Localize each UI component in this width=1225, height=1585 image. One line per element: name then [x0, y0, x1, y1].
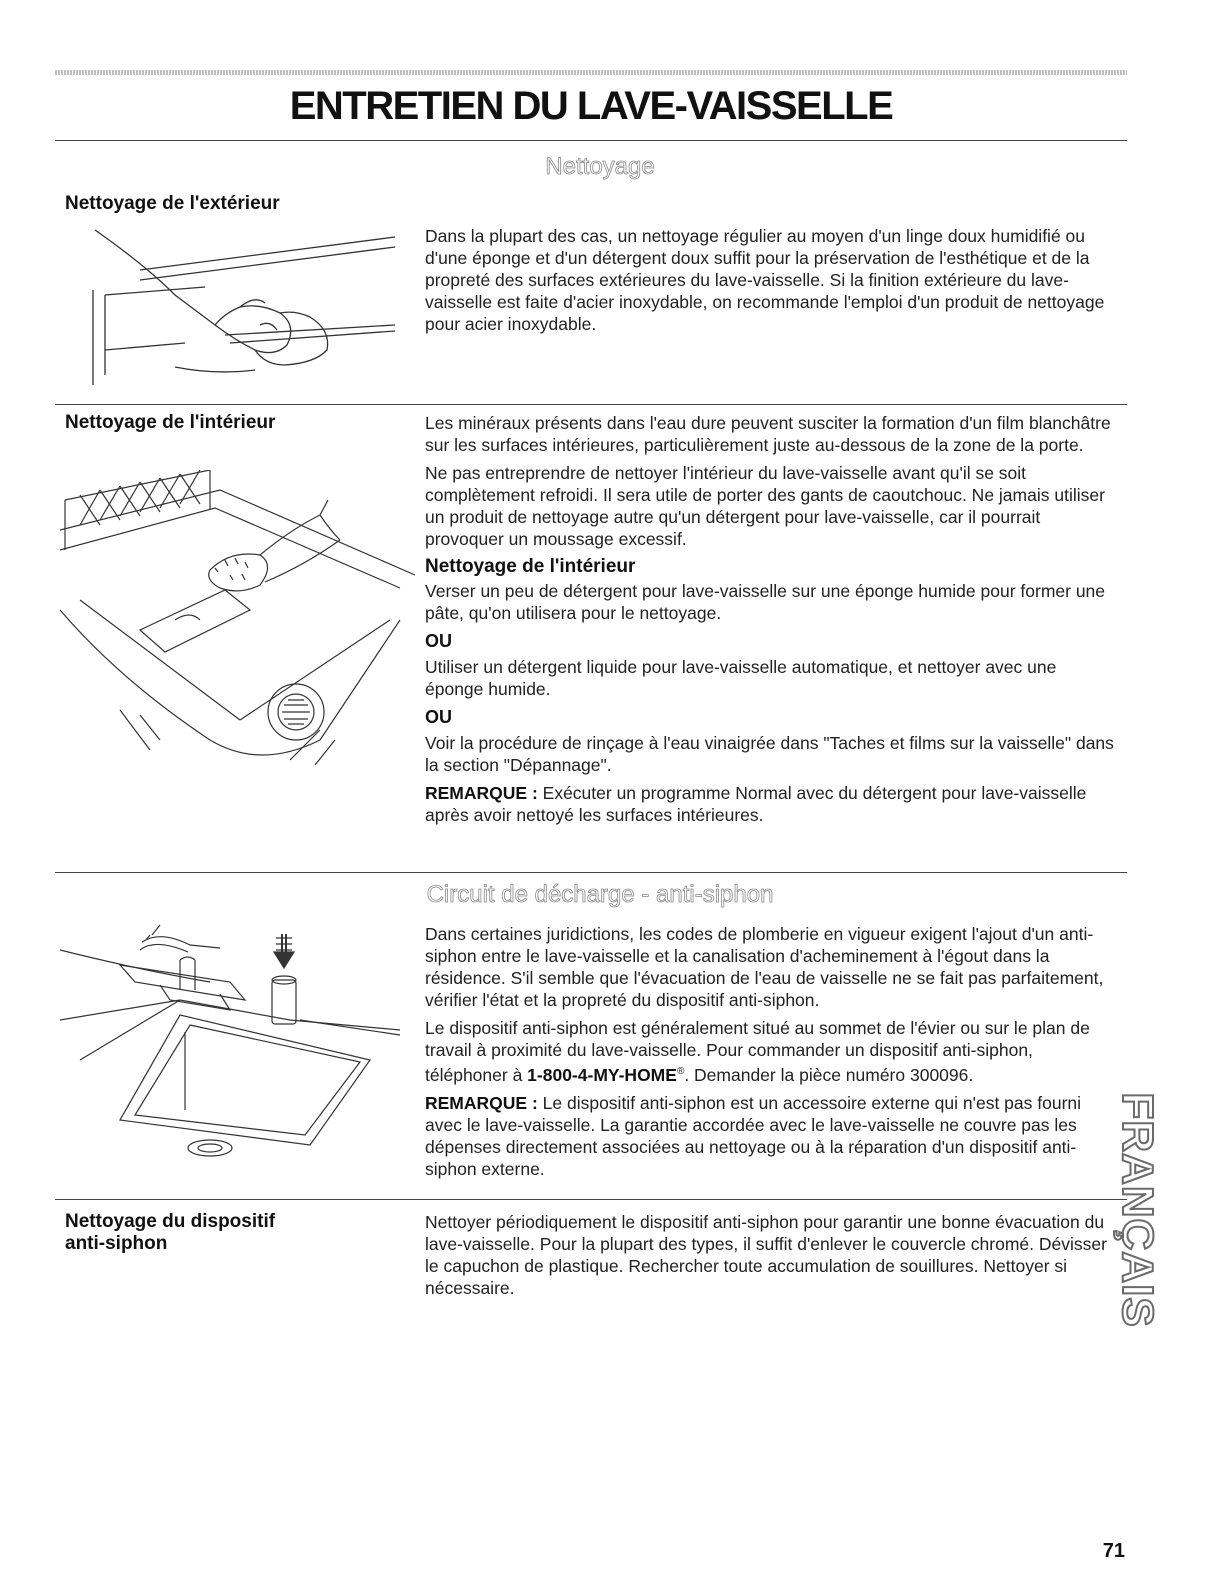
page-number: 71	[1102, 1540, 1125, 1562]
interior-cleaning-title: Nettoyage de l'intérieur	[65, 412, 276, 433]
note-label: REMARQUE :	[425, 783, 538, 803]
note-text: Le dispositif anti-siphon est un accessoire externe qui n'est pas fourni avec le lave-vaisselle. La garantie accordée avec le lave-vaisselle ne couvre pas les dépenses directement associées au nettoyage ou à la réparation d'un dispositif anti-siphon externe.	[425, 1092, 1082, 1179]
note-label: REMARQUE :	[425, 1092, 538, 1113]
or-label-1: OU	[425, 631, 452, 651]
interior-subheading: Nettoyage de l'intérieur	[425, 556, 636, 577]
air-gap-sink-illustration	[60, 920, 420, 1170]
exterior-divider	[55, 404, 1127, 405]
interior-cleaning-text-block	[425, 412, 1115, 832]
section-heading-air-gap: Circuit de décharge - anti-siphon	[426, 881, 774, 908]
phone-number: 1-800-4-MY-HOME	[527, 1064, 677, 1085]
air-gap-cleaning-text-block	[425, 1211, 1115, 1305]
interior-paragraph-minerals: Les minéraux présents dans l'eau dure peuvent susciter la formation d'un film blanchâtre sur les surfaces intérieures, particulièrement juste au-dessous de la zone de la porte.	[425, 413, 1111, 455]
header-pattern-bar	[55, 70, 1127, 75]
interior-wipe-illustration	[60, 470, 420, 770]
interior-paragraph-liquid: Utiliser un détergent liquide pour lave-vaisselle automatique, et nettoyer avec une éponge humide.	[425, 657, 1057, 699]
section-heading-cleaning: Nettoyage	[545, 153, 655, 180]
air-gap-text-block	[425, 923, 1115, 1186]
exterior-cleaning-text-block	[425, 225, 1115, 341]
language-side-tab: FRANÇAIS	[1113, 1092, 1162, 1328]
exterior-wipe-illustration	[65, 225, 405, 390]
air-gap-paragraph-codes: Dans certaines juridictions, les codes de plomberie en vigueur exigent l'ajout d'un anti-siphon entre le lave-vaisselle et la canalisation d'acheminement à l'égout dans la résidence. S'il semble que l'évacuation de l'eau de vaisselle ne se fait pas parfaitement, vérifier l'état et la propreté du dispositif anti-siphon.	[425, 924, 1104, 1010]
air-gap-cleaning-title: Nettoyage du dispositif anti-siphon	[65, 1211, 276, 1254]
interior-divider	[55, 872, 1127, 873]
interior-paragraph-paste: Verser un peu de détergent pour lave-vaisselle sur une éponge humide pour former une pâte, qu'on utilisera pour le nettoyage.	[425, 581, 1106, 623]
title-divider	[55, 140, 1127, 141]
interior-paragraph-vinegar: Voir la procédure de rinçage à l'eau vinaigrée dans "Taches et films sur la vaisselle" dans la section "Dépannage".	[425, 733, 1114, 775]
page-title: ENTRETIEN DU LAVE-VAISSELLE	[289, 84, 893, 128]
air-gap-cleaning-paragraph: Nettoyer périodiquement le dispositif anti-siphon pour garantir une bonne évacuation du lave-vaisselle. Pour la plupart des types, il suffit d'enlever le couvercle chromé. Dévisser le capuchon de plastique. Rechercher toute accumulation de souillures. Nettoyer si nécessaire.	[425, 1212, 1107, 1298]
air-gap-paragraph-location: Le dispositif anti-siphon est généralement situé au sommet de l'évier ou sur le plan de travail à proximité du lave-vaisselle. Pour commander un dispositif anti-siphon, téléphoner à 1-800-4-MY-HOME®. Demander la pièce numéro 300096.	[425, 1018, 1090, 1085]
interior-paragraph-warning: Ne pas entreprendre de nettoyer l'intérieur du lave-vaisselle avant qu'il se soit complètement refroidi. Il sera utile de porter des gants de caoutchouc. Ne jamais utiliser un produit de nettoyage autre qu'un détergent pour lave-vaisselle, car il pourrait provoquer un moussage excessif.	[425, 463, 1105, 549]
air-gap-note	[425, 1092, 1115, 1180]
or-label-2: OU	[425, 707, 452, 727]
interior-note	[425, 782, 1115, 826]
note-text: Exécuter un programme Normal avec du détergent pour lave-vaisselle après avoir nettoyé les surfaces intérieures.	[425, 783, 1087, 825]
exterior-cleaning-paragraph: Dans la plupart des cas, un nettoyage régulier au moyen d'un linge doux humidifié ou d'une éponge et d'un détergent doux suffit pour la préservation de l'esthétique et de la propreté des surfaces extérieures du lave-vaisselle. Si la finition extérieure du lave-vaisselle est faite d'acier inoxydable, on recommande l'emploi d'un produit de nettoyage pour acier inoxydable.	[425, 226, 1105, 334]
air-gap-divider	[55, 1199, 1127, 1200]
exterior-cleaning-title: Nettoyage de l'extérieur	[65, 193, 280, 214]
